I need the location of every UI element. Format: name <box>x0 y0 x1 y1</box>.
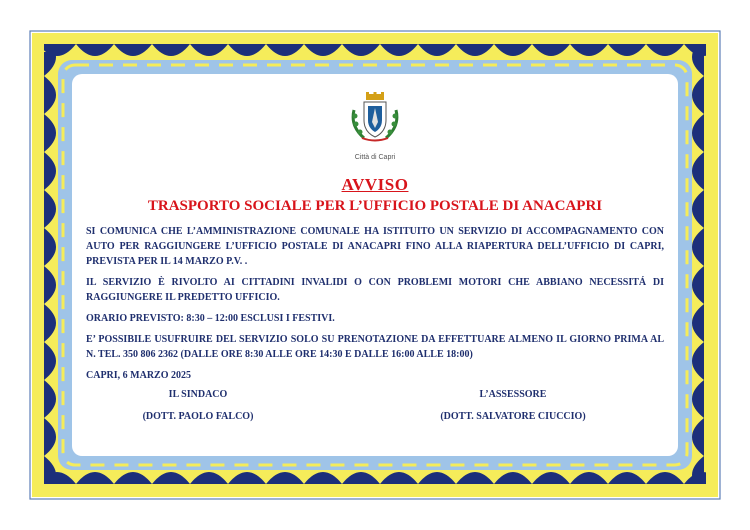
notice-title: AVVISO <box>341 175 409 194</box>
signature-mayor-role: IL SINDACO <box>168 389 228 400</box>
paragraph-eligibility: IL SERVIZIO È RIVOLTO AI CITTADINI INVALIDI O CON PROBLEMI MOTORI CHE ABBIANO NECESSITÁ DI RAGGIUNGERE IL PREDETTO UFFICIO. <box>86 277 664 303</box>
paragraph-booking: E’ POSSIBILE USUFRUIRE DEL SERVIZIO SOLO SU PRENOTAZIONE DA EFFETTUARE ALMENO IL GIORNO PRIMA AL N. TEL. 350 806 2362 (DALLE ORE 8:30 ALLE ORE 14:30 E DALLE 16:00 ALLE 18:00) <box>86 334 664 360</box>
paragraph-service-announcement: SI COMUNICA CHE L’AMMINISTRAZIONE COMUNALE HA ISTITUITO UN SERVIZIO DI ACCOMPAGNAMENTO CON AUTO PER RAGGIUNGERE L’UFFICIO POSTALE DI ANACAPRI FINO ALLA RIAPERTURA DELL’UFFICIO DI CAPRI, PREVISTA PER IL 14 MARZO P.V. . <box>86 226 664 267</box>
paragraph-schedule: ORARIO PREVISTO: 8:30 – 12:00 ESCLUSI I FESTIVI. <box>86 313 335 324</box>
notice-panel <box>78 80 672 450</box>
signature-councillor-role: L’ASSESSORE <box>479 389 547 400</box>
signature-mayor-name: (DOTT. PAOLO FALCO) <box>142 411 254 422</box>
city-label: Città di Capri <box>354 154 396 161</box>
notice-subtitle: TRASPORTO SOCIALE PER L’UFFICIO POSTALE DI ANACAPRI <box>147 198 603 214</box>
notice-body <box>86 224 664 389</box>
capri-coat-of-arms-icon <box>346 92 404 144</box>
signature-mayor <box>98 389 298 422</box>
place-date: CAPRI, 6 MARZO 2025 <box>86 370 191 381</box>
signature-councillor-name: (DOTT. SALVATORE CIUCCIO) <box>440 411 586 422</box>
signature-councillor <box>413 389 613 422</box>
